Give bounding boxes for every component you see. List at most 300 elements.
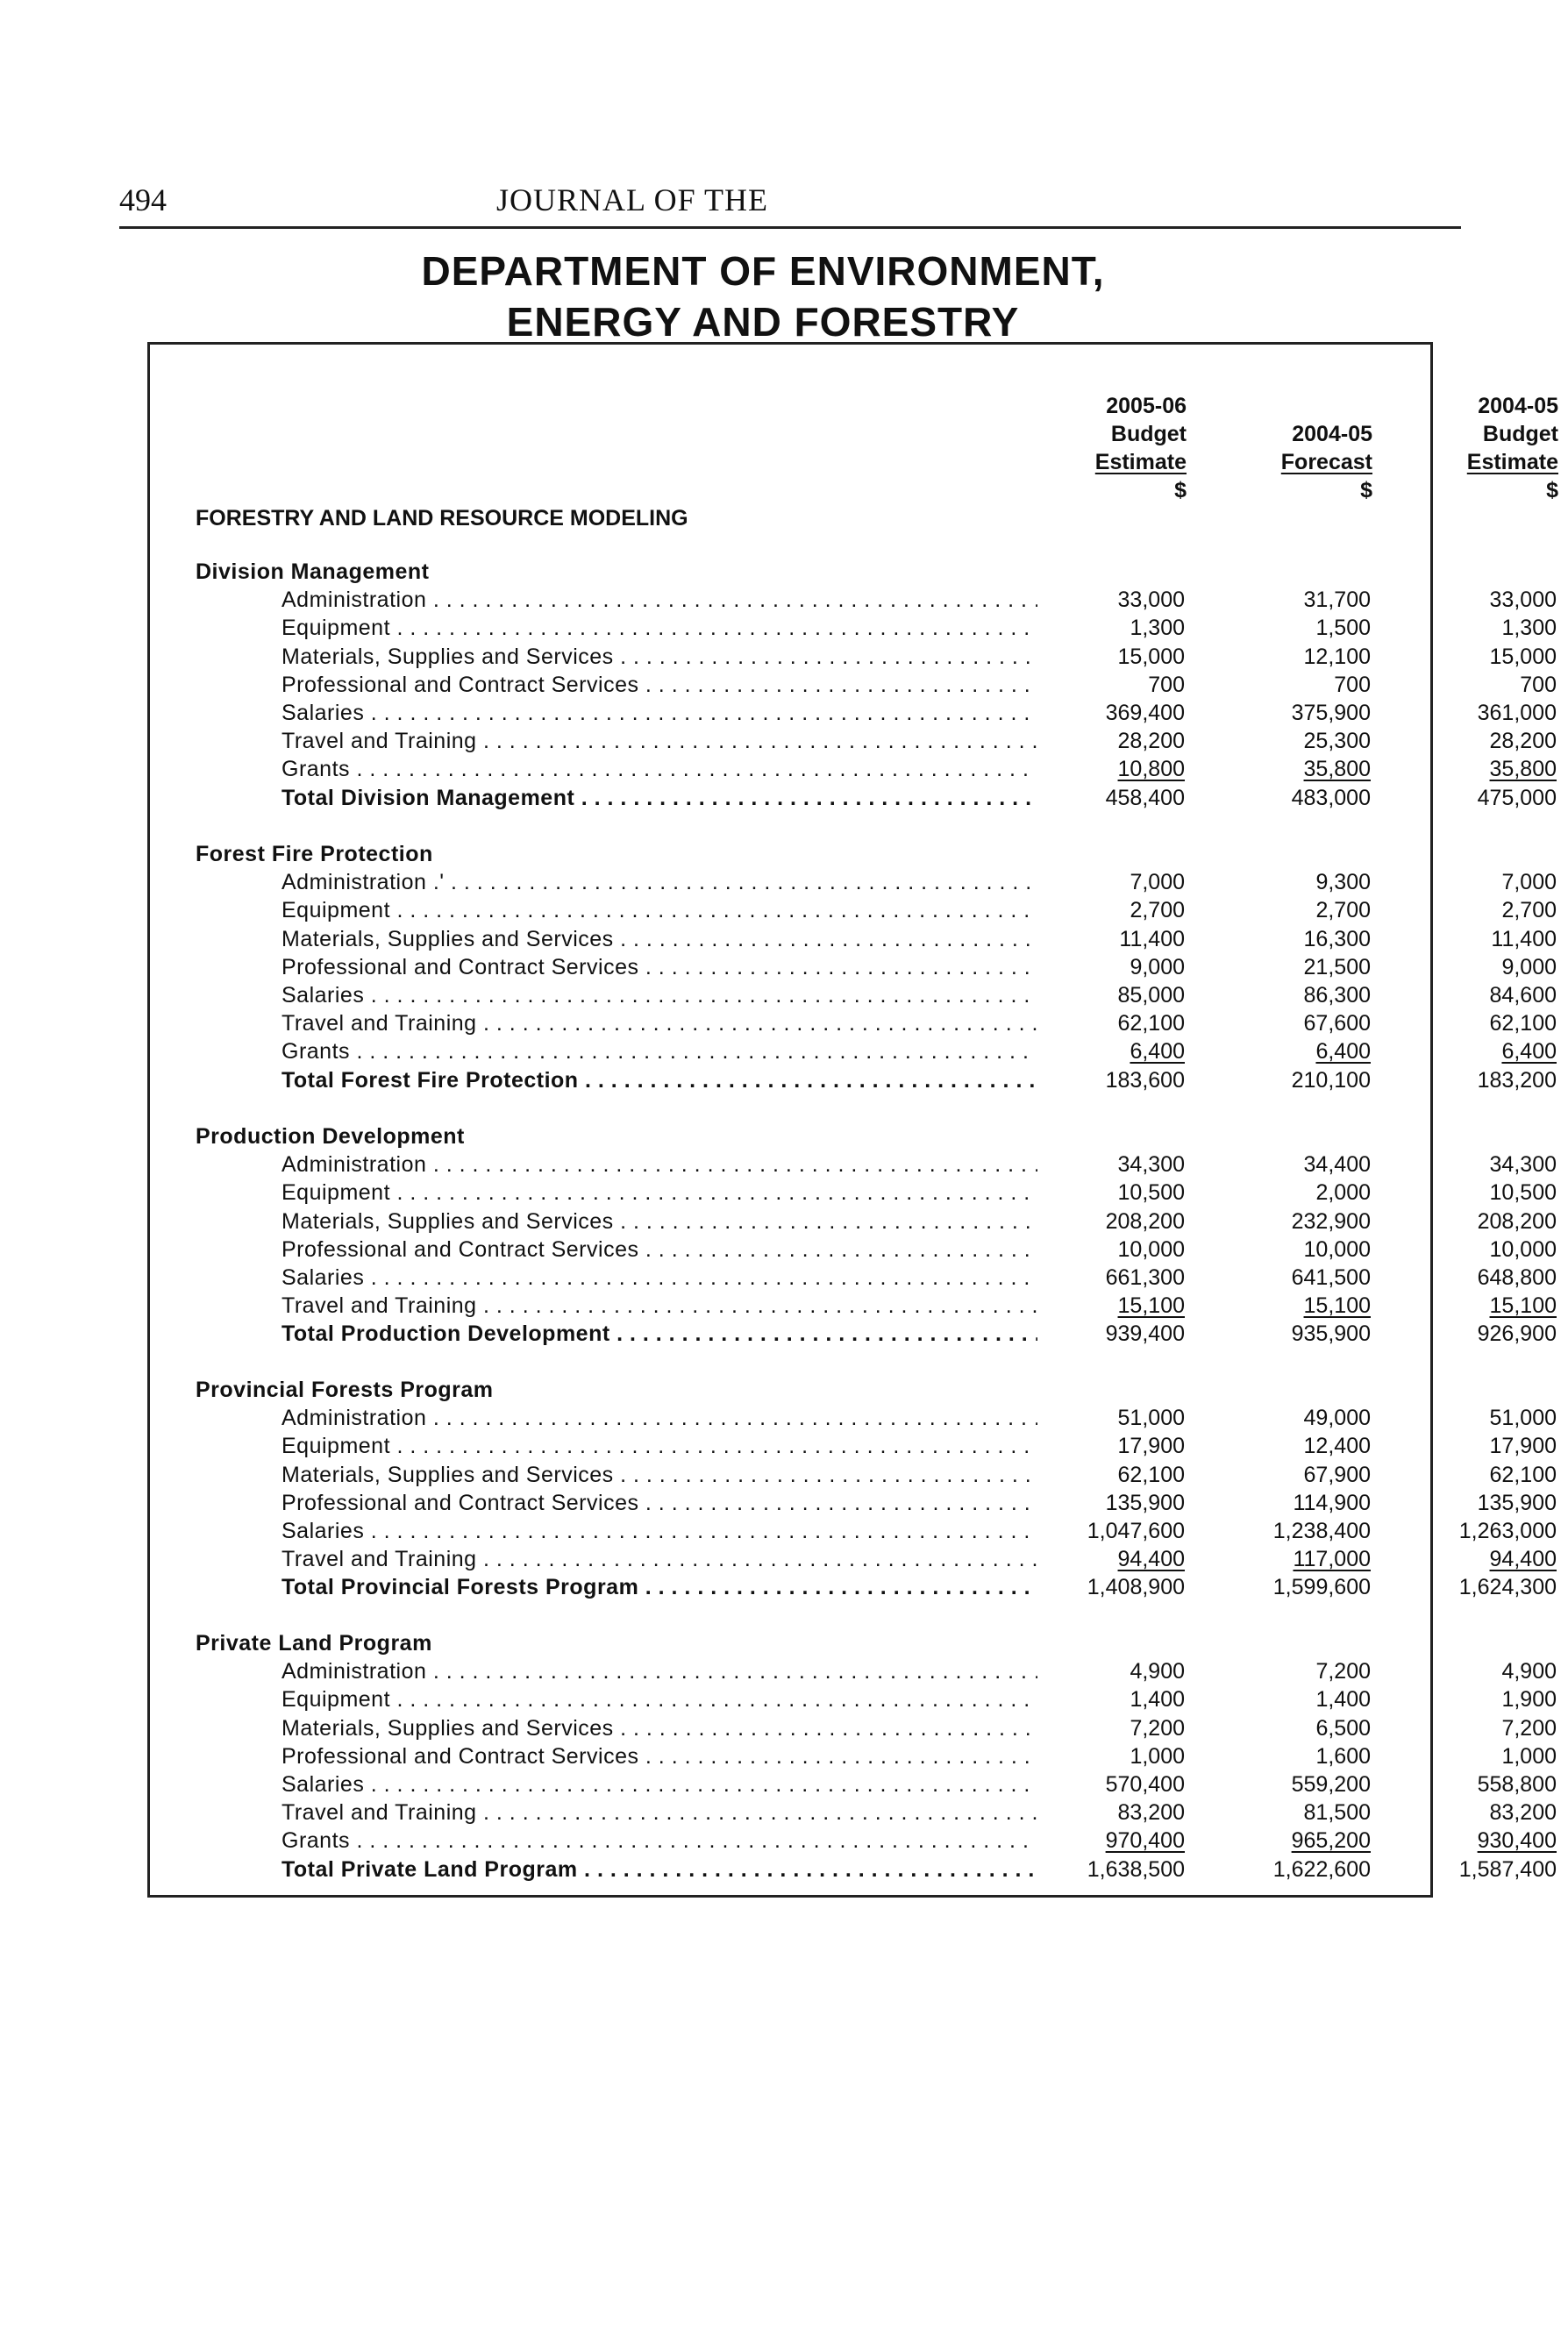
table-row-value (1009, 614, 1185, 642)
table-row-label: Salaries . . . (282, 981, 1037, 1009)
table-row-value-text: 559,200 (1291, 1772, 1371, 1797)
table-row-value-text: 361,000 (1477, 701, 1557, 725)
table-row (196, 614, 1557, 642)
table-row (196, 643, 1557, 671)
table-row-value (1195, 1685, 1371, 1713)
table-row-value-text: 35,800 (1489, 757, 1557, 782)
table-row-value-text: 10,500 (1117, 1180, 1185, 1206)
table-row-value-text: 965,200 (1291, 1828, 1371, 1854)
table-row-value-text: 558,800 (1477, 1772, 1557, 1797)
total-row-value-text: 935,900 (1291, 1321, 1371, 1347)
total-row-value (1009, 1320, 1185, 1348)
table-row-value (1195, 1292, 1371, 1320)
table-row-value (1381, 1827, 1557, 1855)
table-row (196, 981, 1557, 1009)
table-row-value-text: 33,000 (1489, 588, 1557, 613)
table-row-value (1381, 1517, 1557, 1545)
table-row-value-text: 34,300 (1117, 1152, 1185, 1178)
table-row-value (1009, 1827, 1185, 1855)
table-row-label: Salaries . . . (282, 699, 1037, 727)
total-row-value-text: 1,622,600 (1272, 1856, 1371, 1882)
table-row-value-text: 10,000 (1117, 1236, 1185, 1262)
table-row-value (1195, 1037, 1371, 1065)
table-row-value-text: 930,400 (1477, 1828, 1557, 1854)
column-header-2005-06-estimate: 2005-06 Budget Estimate $ (1094, 394, 1187, 502)
page-number: 494 (119, 182, 167, 217)
table-row-value-text: 1,263,000 (1458, 1519, 1557, 1543)
table-row-value-text: 34,300 (1489, 1152, 1557, 1178)
total-row-label: Total Provincial Forests Program . . . (282, 1573, 1037, 1601)
table-row-value-text: 1,500 (1315, 616, 1371, 641)
table-row-value-text: 94,400 (1489, 1547, 1557, 1572)
table-row-value-text: 9,000 (1501, 954, 1557, 979)
total-row-value (1009, 784, 1185, 812)
total-row-value (1381, 1573, 1557, 1601)
table-row (196, 1489, 1557, 1517)
table-row-value-text: 10,500 (1489, 1180, 1557, 1206)
table-row-label: Materials, Supplies and Services . . . (282, 643, 1037, 671)
total-row-value (1381, 1066, 1557, 1094)
table-row-value (1381, 1264, 1557, 1292)
table-row-value-text: 1,000 (1130, 1743, 1185, 1769)
table-row-value-text: 7,000 (1130, 870, 1185, 895)
total-row (196, 1066, 1557, 1094)
table-row-label: Travel and Training . . . (282, 1292, 1037, 1320)
section-title-label: Production Development (196, 1124, 465, 1149)
table-row-value (1009, 727, 1185, 755)
table-row-value (1381, 1037, 1557, 1065)
table-row-value (1381, 1292, 1557, 1320)
table-row-value (1195, 755, 1371, 783)
table-row-value-text: 1,300 (1501, 616, 1557, 641)
table-row-label: Travel and Training . . . (282, 1545, 1037, 1573)
table-row-value-text: 1,238,400 (1272, 1519, 1371, 1543)
table-row-value (1195, 981, 1371, 1009)
table-row-value-text: 62,100 (1489, 1011, 1557, 1036)
table-row-value (1195, 1264, 1371, 1292)
table-row-value-text: 2,700 (1130, 898, 1185, 923)
table-row-label: Equipment . . . (282, 896, 1037, 924)
total-row-value-text: 458,400 (1105, 785, 1185, 810)
table-row-value (1009, 1432, 1185, 1460)
table-row-value-text: 9,300 (1315, 870, 1371, 895)
department-title-line: DEPARTMENT OF ENVIRONMENT, (421, 248, 1105, 294)
table-row-label: Salaries . . . (282, 1264, 1037, 1292)
table-row-value (1009, 1236, 1185, 1264)
total-row-value (1381, 1320, 1557, 1348)
total-row-value (1009, 1066, 1185, 1094)
table-row-value (1195, 953, 1371, 981)
table-row-value-text: 84,600 (1489, 983, 1557, 1008)
table-row-value (1195, 868, 1371, 896)
table-row-value-text: 83,200 (1489, 1800, 1557, 1826)
table-row-value (1009, 699, 1185, 727)
table-row-value-text: 10,000 (1303, 1236, 1371, 1262)
table-row-value (1195, 925, 1371, 953)
table-row-value (1009, 1489, 1185, 1517)
table-row (196, 1657, 1557, 1685)
table-row (196, 1685, 1557, 1713)
table-row-value-text: 16,300 (1303, 926, 1371, 951)
table-row-value-text: 648,800 (1477, 1265, 1557, 1290)
table-row-value (1195, 643, 1371, 671)
table-row-value (1381, 1770, 1557, 1798)
table-row-value (1381, 953, 1557, 981)
table-row-value-text: 9,000 (1130, 954, 1185, 979)
total-row-label: Total Division Management . . . (282, 784, 1037, 812)
table-row-value (1195, 1461, 1371, 1489)
table-row-value-text: 67,900 (1303, 1462, 1371, 1487)
table-row (196, 925, 1557, 953)
table-row-value-text: 11,400 (1119, 926, 1185, 951)
table-row-value-text: 6,400 (1501, 1039, 1557, 1065)
table-row-value (1381, 1657, 1557, 1685)
table-row (196, 727, 1557, 755)
total-row-label: Total Private Land Program . . . (282, 1855, 1037, 1884)
table-row-value (1195, 1714, 1371, 1742)
table-row-value-text: 970,400 (1105, 1828, 1185, 1854)
table-row-value (1009, 1207, 1185, 1236)
total-row-value (1381, 784, 1557, 812)
table-row-value-text: 62,100 (1117, 1011, 1185, 1036)
table-row-value-text: 135,900 (1477, 1490, 1557, 1515)
table-row-value (1381, 1685, 1557, 1713)
department-title (421, 246, 1105, 347)
table-row-value (1381, 1236, 1557, 1264)
table-row-label: Professional and Contract Services . . . (282, 1236, 1037, 1264)
column-header-2004-05-forecast: 2004-05 Forecast $ (1280, 422, 1372, 502)
total-row-value-text: 183,600 (1105, 1067, 1185, 1093)
section-title-label: Provincial Forests Program (196, 1378, 494, 1402)
table-row-value-text: 33,000 (1117, 588, 1185, 613)
table-row-value (1009, 586, 1185, 614)
table-row-value-text: 6,400 (1130, 1039, 1185, 1065)
table-row-value (1009, 1714, 1185, 1742)
table-row-value-text: 12,400 (1303, 1434, 1371, 1459)
table-row-value-text: 2,700 (1315, 898, 1371, 923)
table-row (196, 1179, 1557, 1207)
table-row-label: Professional and Contract Services . . . (282, 1742, 1037, 1770)
total-row-value-text: 183,200 (1477, 1067, 1557, 1093)
total-row (196, 1855, 1557, 1884)
table-row-value-text: 86,300 (1303, 983, 1371, 1008)
total-row-value-text: 1,599,600 (1272, 1575, 1371, 1600)
total-row-value-text: 926,900 (1477, 1321, 1557, 1347)
total-row-value (1009, 1855, 1185, 1884)
table-row-value (1381, 925, 1557, 953)
section-title (196, 1122, 1415, 1150)
total-row-value (1195, 784, 1371, 812)
table-row-value-text: 6,400 (1315, 1039, 1371, 1065)
table-row-value (1195, 586, 1371, 614)
table-row (196, 1742, 1557, 1770)
table-row (196, 868, 1557, 896)
table-row-value (1009, 755, 1185, 783)
table-row-value (1195, 1657, 1371, 1685)
table-row-value (1195, 1798, 1371, 1827)
section-title-label: Forest Fire Protection (196, 842, 433, 866)
table-row (196, 896, 1557, 924)
table-row-label: Grants . . . (282, 1827, 1037, 1855)
table-row-label: Grants . . . (282, 755, 1037, 783)
table-row-value-text: 700 (1148, 672, 1185, 697)
table-row (196, 1292, 1557, 1320)
section-title-label: Division Management (196, 559, 430, 584)
table-row-value-text: 208,200 (1105, 1208, 1185, 1234)
table-row-value-text: 35,800 (1303, 757, 1371, 782)
table-row-value-text: 4,900 (1501, 1659, 1557, 1684)
table-row-label: Administration .' . . . (282, 868, 1037, 896)
table-row-value (1009, 1517, 1185, 1545)
table-row-value-text: 25,300 (1303, 729, 1371, 754)
table-row (196, 586, 1557, 614)
table-row-value-text: 28,200 (1489, 729, 1557, 754)
total-row-value-text: 210,100 (1291, 1067, 1371, 1093)
table-row-label: Administration . . . (282, 1404, 1037, 1432)
total-row-value-text: 483,000 (1291, 785, 1371, 810)
total-row (196, 1573, 1557, 1601)
table-row-value-text: 28,200 (1117, 729, 1185, 754)
page-header (119, 181, 1461, 229)
table-row-value (1381, 1545, 1557, 1573)
section-title (196, 1629, 1415, 1657)
total-row-value-text: 1,408,900 (1087, 1575, 1185, 1600)
table-row-value (1195, 1207, 1371, 1236)
table-row-label: Equipment . . . (282, 1432, 1037, 1460)
table-row-value (1009, 1179, 1185, 1207)
table-row-value (1381, 1432, 1557, 1460)
table-row-label: Materials, Supplies and Services . . . (282, 1714, 1037, 1742)
total-row-value-text: 475,000 (1477, 785, 1557, 810)
table-row-value-text: 570,400 (1105, 1772, 1185, 1797)
total-row-label: Total Forest Fire Protection . . . (282, 1066, 1037, 1094)
total-row-value-text: 1,638,500 (1087, 1856, 1185, 1882)
table-row-value (1381, 755, 1557, 783)
table-row-value (1381, 981, 1557, 1009)
table-row-value (1195, 1742, 1371, 1770)
table-row-value (1009, 1798, 1185, 1827)
table-row (196, 1236, 1557, 1264)
table-row-value-text: 135,900 (1105, 1490, 1185, 1515)
table-row-label: Salaries . . . (282, 1517, 1037, 1545)
department-title-line: ENERGY AND FORESTRY (506, 299, 1020, 345)
section-title-label: Private Land Program (196, 1631, 432, 1656)
table-row-value-text: 641,500 (1291, 1265, 1371, 1290)
table-row-value (1009, 671, 1185, 699)
table-row-value (1381, 1207, 1557, 1236)
budget-table-box (147, 342, 1558, 1898)
section-title (196, 558, 1415, 586)
table-row-value (1381, 1179, 1557, 1207)
table-row-value-text: 83,200 (1117, 1800, 1185, 1826)
total-row (196, 1320, 1557, 1348)
table-row-value (1009, 925, 1185, 953)
table-row-label: Travel and Training . . . (282, 1009, 1037, 1037)
table-row-label: Equipment . . . (282, 614, 1037, 642)
table-row-value (1381, 1009, 1557, 1037)
table-row-value-text: 1,600 (1315, 1743, 1371, 1769)
table-row (196, 1545, 1557, 1573)
table-row-value-text: 7,200 (1130, 1715, 1185, 1741)
table-row-value (1195, 1150, 1371, 1179)
table-row-value-text: 2,700 (1501, 898, 1557, 923)
table-row-value (1381, 868, 1557, 896)
table-row-value (1195, 1489, 1371, 1517)
total-row (196, 784, 1557, 812)
table-row-value (1381, 1742, 1557, 1770)
table-row-label: Travel and Training . . . (282, 1798, 1037, 1827)
table-row-value-text: 7,200 (1315, 1659, 1371, 1684)
table-row-label: Materials, Supplies and Services . . . (282, 925, 1037, 953)
table-row-value (1381, 671, 1557, 699)
section-title (196, 840, 1415, 868)
table-row-value (1195, 1827, 1371, 1855)
table-row-value-text: 51,000 (1489, 1406, 1557, 1431)
table-row-value (1381, 1461, 1557, 1489)
table-row-label: Materials, Supplies and Services . . . (282, 1461, 1037, 1489)
table-row-value (1195, 1770, 1371, 1798)
table-row-value-text: 31,700 (1303, 588, 1371, 613)
table-row-value (1009, 1461, 1185, 1489)
table-row-value-text: 208,200 (1477, 1208, 1557, 1234)
total-row-value (1195, 1066, 1371, 1094)
table-row (196, 671, 1557, 699)
table-row-label: Administration . . . (282, 586, 1037, 614)
table-row-value-text: 6,500 (1315, 1715, 1371, 1741)
table-row-value (1009, 1545, 1185, 1573)
table-row-value-text: 34,400 (1303, 1152, 1371, 1178)
table-row-value-text: 12,100 (1303, 644, 1371, 669)
table-row-value (1195, 1179, 1371, 1207)
table-row-value (1195, 699, 1371, 727)
table-row (196, 1207, 1557, 1236)
table-row-label: Professional and Contract Services . . . (282, 1489, 1037, 1517)
program-title: FORESTRY AND LAND RESOURCE MODELING (196, 506, 688, 531)
table-row-value-text: 4,900 (1130, 1659, 1185, 1684)
table-row-value-text: 49,000 (1303, 1406, 1371, 1431)
table-row-value-text: 1,047,600 (1087, 1519, 1185, 1543)
table-row-value-text: 21,500 (1303, 954, 1371, 979)
table-row-value-text: 10,000 (1489, 1236, 1557, 1262)
table-row-value (1009, 1770, 1185, 1798)
table-row-value-text: 17,900 (1489, 1434, 1557, 1459)
table-row-value (1009, 643, 1185, 671)
table-row-value-text: 51,000 (1117, 1406, 1185, 1431)
table-row (196, 1264, 1557, 1292)
table-row-value (1195, 1236, 1371, 1264)
table-row-value-text: 1,400 (1130, 1687, 1185, 1713)
table-row-value-text: 7,200 (1501, 1715, 1557, 1741)
total-row-value (1195, 1573, 1371, 1601)
table-row-value-text: 62,100 (1117, 1462, 1185, 1487)
table-row-value-text: 15,100 (1489, 1293, 1557, 1319)
table-row-value (1195, 1432, 1371, 1460)
table-row-value-text: 1,300 (1130, 616, 1185, 641)
table-row (196, 1150, 1557, 1179)
total-row-value (1195, 1855, 1371, 1884)
table-row-value (1381, 1714, 1557, 1742)
table-row (196, 1432, 1557, 1460)
table-row-value-text: 661,300 (1105, 1265, 1185, 1290)
table-row-value-text: 700 (1334, 672, 1371, 697)
table-row-value-text: 1,000 (1501, 1743, 1557, 1769)
table-row-value (1381, 586, 1557, 614)
table-row-value (1009, 1742, 1185, 1770)
table-row (196, 1827, 1557, 1855)
table-row-label: Materials, Supplies and Services . . . (282, 1207, 1037, 1236)
table-row (196, 953, 1557, 981)
table-row-value-text: 15,100 (1117, 1293, 1185, 1319)
table-row-value-text: 114,900 (1293, 1490, 1371, 1515)
table-row-value (1195, 896, 1371, 924)
table-row-value-text: 700 (1520, 672, 1557, 697)
table-row-label: Grants . . . (282, 1037, 1037, 1065)
total-row-value-text: 1,624,300 (1458, 1575, 1557, 1600)
table-row (196, 1517, 1557, 1545)
table-row-value (1009, 896, 1185, 924)
table-row-value (1195, 671, 1371, 699)
total-row-value-text: 939,400 (1105, 1321, 1185, 1347)
table-row-value (1381, 614, 1557, 642)
table-row-value (1381, 1798, 1557, 1827)
table-row-value (1195, 1545, 1371, 1573)
table-row-label: Administration . . . (282, 1657, 1037, 1685)
total-row-value (1009, 1573, 1185, 1601)
table-row-value (1381, 699, 1557, 727)
table-row-value-text: 15,100 (1303, 1293, 1371, 1319)
table-row-value (1195, 1404, 1371, 1432)
table-row-value (1381, 896, 1557, 924)
table-row-label: Professional and Contract Services . . . (282, 953, 1037, 981)
table-row-value (1195, 1009, 1371, 1037)
table-row-value (1381, 643, 1557, 671)
total-row-value (1195, 1320, 1371, 1348)
table-row-value-text: 85,000 (1117, 983, 1185, 1008)
table-row (196, 755, 1557, 783)
table-row-value-text: 62,100 (1489, 1462, 1557, 1487)
table-row-label: Equipment . . . (282, 1179, 1037, 1207)
section-title (196, 1376, 1415, 1404)
table-row-value (1009, 953, 1185, 981)
table-row-value-text: 117,000 (1293, 1547, 1371, 1572)
table-row (196, 1714, 1557, 1742)
table-row (196, 1404, 1557, 1432)
table-row-value-text: 94,400 (1117, 1547, 1185, 1572)
table-row-value-text: 67,600 (1303, 1011, 1371, 1036)
table-row-label: Equipment . . . (282, 1685, 1037, 1713)
journal-title: JOURNAL OF THE (495, 182, 768, 217)
table-row-value (1009, 1037, 1185, 1065)
total-row-label: Total Production Development . . . (282, 1320, 1037, 1348)
table-row-value-text: 232,900 (1291, 1208, 1371, 1234)
total-row-value (1381, 1855, 1557, 1884)
table-row-value-text: 15,000 (1117, 644, 1185, 669)
table-row-value (1009, 1685, 1185, 1713)
table-row-value (1009, 1009, 1185, 1037)
column-header-2004-05-estimate: 2004-05 Budget Estimate $ (1466, 394, 1558, 502)
table-row (196, 1770, 1557, 1798)
table-row-value (1195, 727, 1371, 755)
table-row-value-text: 2,000 (1315, 1180, 1371, 1206)
table-row-value (1009, 1657, 1185, 1685)
table-row-value-text: 1,900 (1501, 1687, 1557, 1713)
table-row-label: Salaries . . . (282, 1770, 1037, 1798)
table-row-value-text: 15,000 (1489, 644, 1557, 669)
table-row-value (1381, 1404, 1557, 1432)
table-row-value-text: 11,400 (1491, 926, 1557, 951)
table-row-value (1381, 1150, 1557, 1179)
table-row-value (1381, 727, 1557, 755)
